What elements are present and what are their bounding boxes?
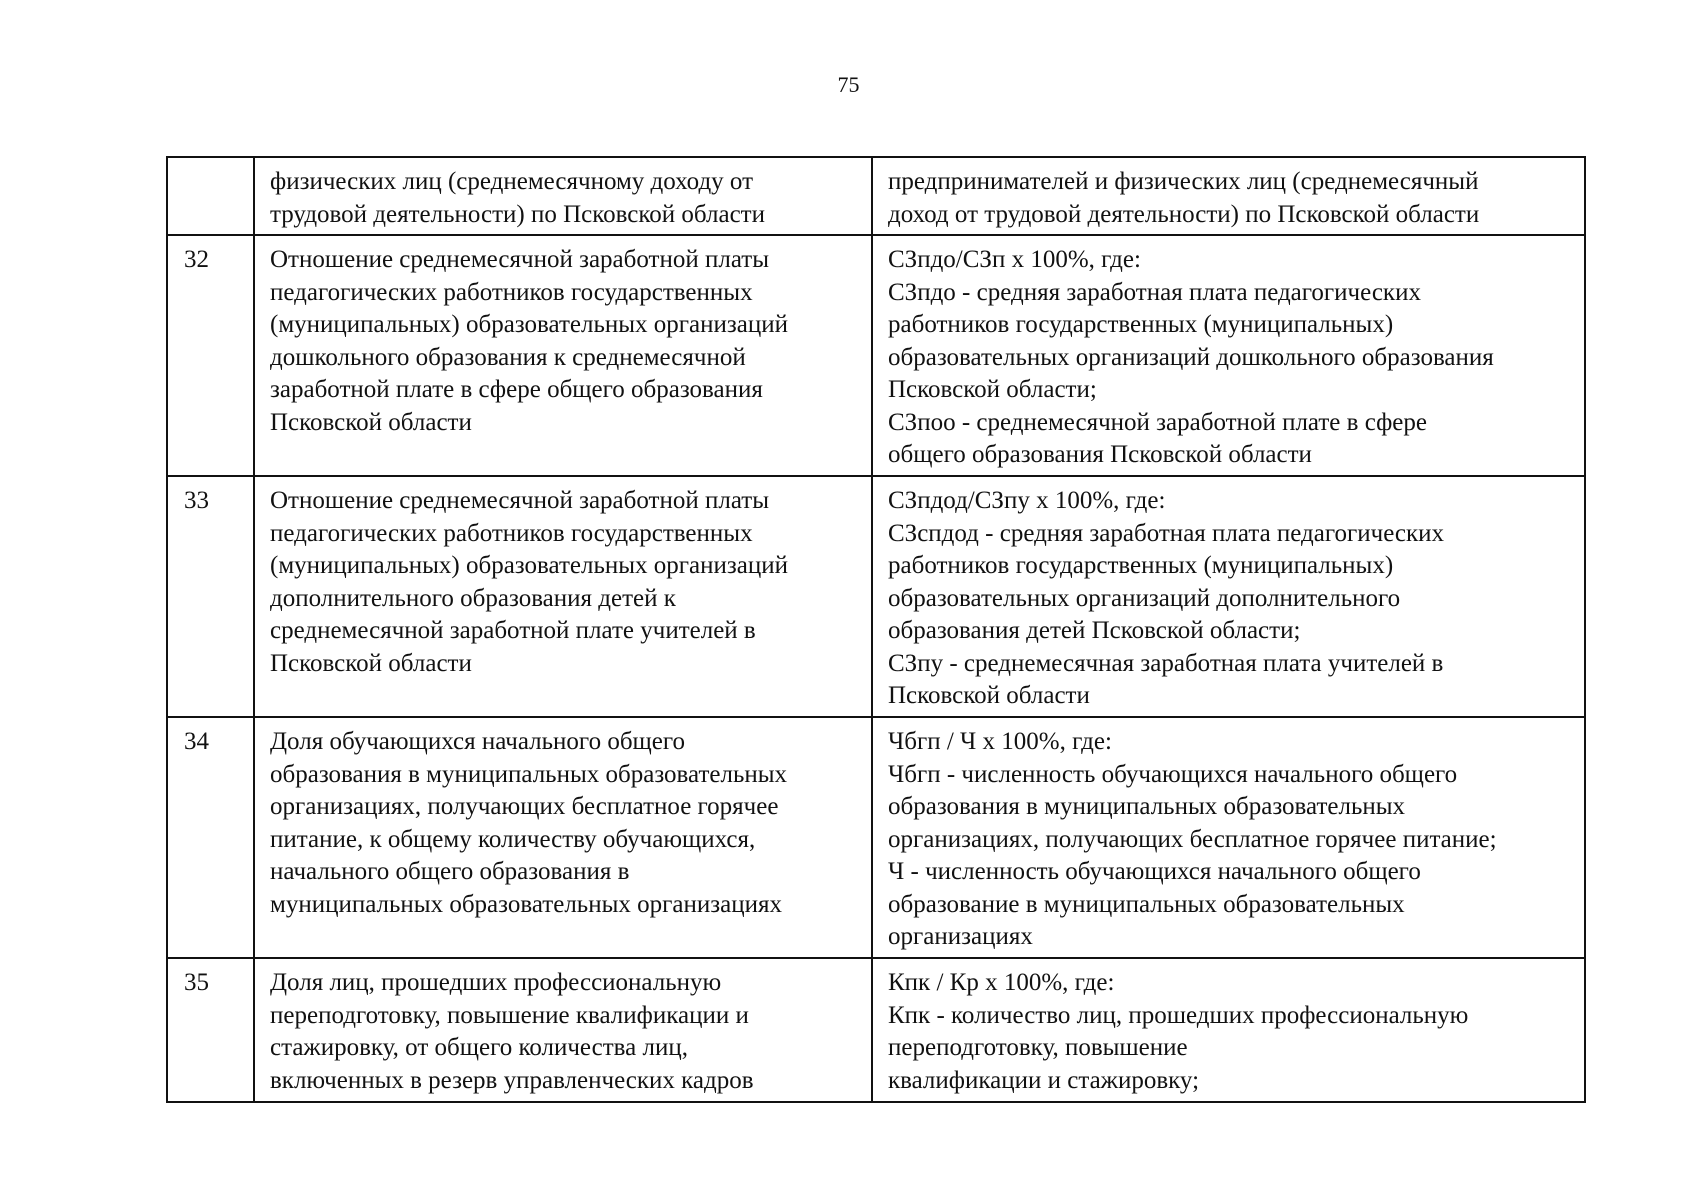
formula-cell <box>872 157 1585 235</box>
indicator-name-line: Псковской области <box>270 649 472 677</box>
formula-line: работников государственных (муниципальных) <box>888 552 1394 579</box>
formula-line: СЗспдод - средняя заработная плата педагогических <box>888 519 1445 547</box>
page-number: 75 <box>837 72 860 97</box>
indicator-name-line: педагогических работников государственных <box>270 519 753 547</box>
indicator-name-line: Псковской области <box>270 408 472 436</box>
formula-line: СЗпу - среднемесячная заработная плата учителей в <box>888 649 1444 677</box>
table-row <box>167 157 1585 235</box>
formula-line: Чбгп - численность обучающихся начального общего <box>888 760 1458 788</box>
indicator-name-cell <box>254 717 872 958</box>
row-number-cell: 32 <box>167 235 254 476</box>
indicator-name-line: Доля обучающихся начального общего <box>270 728 686 755</box>
indicator-name-line: питание, к общему количеству обучающихся, <box>270 825 756 853</box>
table-row <box>167 717 1585 958</box>
formula-line: образовательных организаций дошкольного образования <box>888 343 1494 371</box>
indicator-name-line: среднемесячной заработной плате учителей в <box>270 617 756 644</box>
formula-cell <box>872 717 1585 958</box>
row-number-cell <box>167 157 254 235</box>
indicator-name-line: включенных в резерв управленческих кадров <box>270 1066 754 1094</box>
formula-line: квалификации и стажировку; <box>888 1066 1200 1094</box>
indicator-name-line: Отношение среднемесячной заработной платы <box>270 487 769 514</box>
indicator-name-line: организациях, получающих бесплатное горячее <box>270 793 779 820</box>
formula-line: работников государственных (муниципальных) <box>888 311 1394 338</box>
table-row <box>167 235 1585 476</box>
formula-line: переподготовку, повышение <box>888 1034 1188 1061</box>
formula-line: Кпк - количество лиц, прошедших профессиональную <box>888 1001 1469 1029</box>
formula-line: общего образования Псковской области <box>888 441 1312 468</box>
indicator-name-cell <box>254 476 872 717</box>
indicators-table <box>166 156 1586 1103</box>
row-number-cell: 35 <box>167 958 254 1102</box>
row-number-cell: 34 <box>167 717 254 958</box>
formula-line: Псковской области; <box>888 376 1097 403</box>
indicator-name-line: образования в муниципальных образовательных <box>270 760 788 788</box>
row-number-cell: 33 <box>167 476 254 717</box>
indicator-name-line: начального общего образования в <box>270 858 630 885</box>
formula-cell <box>872 235 1585 476</box>
formula-line: предпринимателей и физических лиц (среднемесячный <box>888 168 1479 195</box>
indicator-name-line: стажировку, от общего количества лиц, <box>270 1034 688 1061</box>
formula-line: СЗпдо/СЗп х 100%, где: <box>888 246 1141 273</box>
table-row <box>167 476 1585 717</box>
indicator-name-line: педагогических работников государственных <box>270 278 753 306</box>
formula-line: Псковской области <box>888 682 1090 709</box>
indicator-name-line: Доля лиц, прошедших профессиональную <box>270 969 722 996</box>
indicator-name-line: физических лиц (среднемесячному доходу от <box>270 168 754 195</box>
formula-line: Кпк / Кр х 100%, где: <box>888 969 1115 996</box>
formula-line: образовательных организаций дополнительного <box>888 584 1401 612</box>
indicator-name-line: дополнительного образования детей к <box>270 584 676 612</box>
formula-line: Чбгп / Ч х 100%, где: <box>888 728 1112 755</box>
indicator-name-line: муниципальных образовательных организациях <box>270 890 782 918</box>
formula-line: СЗпоо - среднемесячной заработной плате в сфере <box>888 408 1427 436</box>
indicator-name-cell <box>254 958 872 1102</box>
table-row <box>167 958 1585 1102</box>
formula-cell <box>872 958 1585 1102</box>
formula-line: СЗпдод/СЗпу х 100%, где: <box>888 487 1166 514</box>
formula-line: организациях, получающих бесплатное горячее питание; <box>888 825 1497 853</box>
indicator-name-cell <box>254 235 872 476</box>
indicator-name-line: Отношение среднемесячной заработной платы <box>270 246 769 273</box>
formula-line: образования детей Псковской области; <box>888 617 1301 644</box>
formula-line: доход от трудовой деятельности) по Псковской области <box>888 200 1480 228</box>
indicator-name-line: переподготовку, повышение квалификации и <box>270 1001 749 1029</box>
formula-line: СЗпдо - средняя заработная плата педагогических <box>888 278 1421 306</box>
formula-cell <box>872 476 1585 717</box>
formula-line: организациях <box>888 923 1033 950</box>
formula-line: образование в муниципальных образовательных <box>888 890 1405 918</box>
indicator-name-line: трудовой деятельности) по Псковской области <box>270 200 765 228</box>
formula-line: образования в муниципальных образовательных <box>888 793 1406 820</box>
formula-line: Ч - численность обучающихся начального общего <box>888 858 1421 885</box>
indicator-name-line: (муниципальных) образовательных организаций <box>270 552 788 579</box>
indicator-name-line: (муниципальных) образовательных организаций <box>270 311 788 338</box>
indicator-name-line: заработной плате в сфере общего образования <box>270 376 763 403</box>
indicator-name-cell <box>254 157 872 235</box>
indicator-name-line: дошкольного образования к среднемесячной <box>270 343 746 371</box>
